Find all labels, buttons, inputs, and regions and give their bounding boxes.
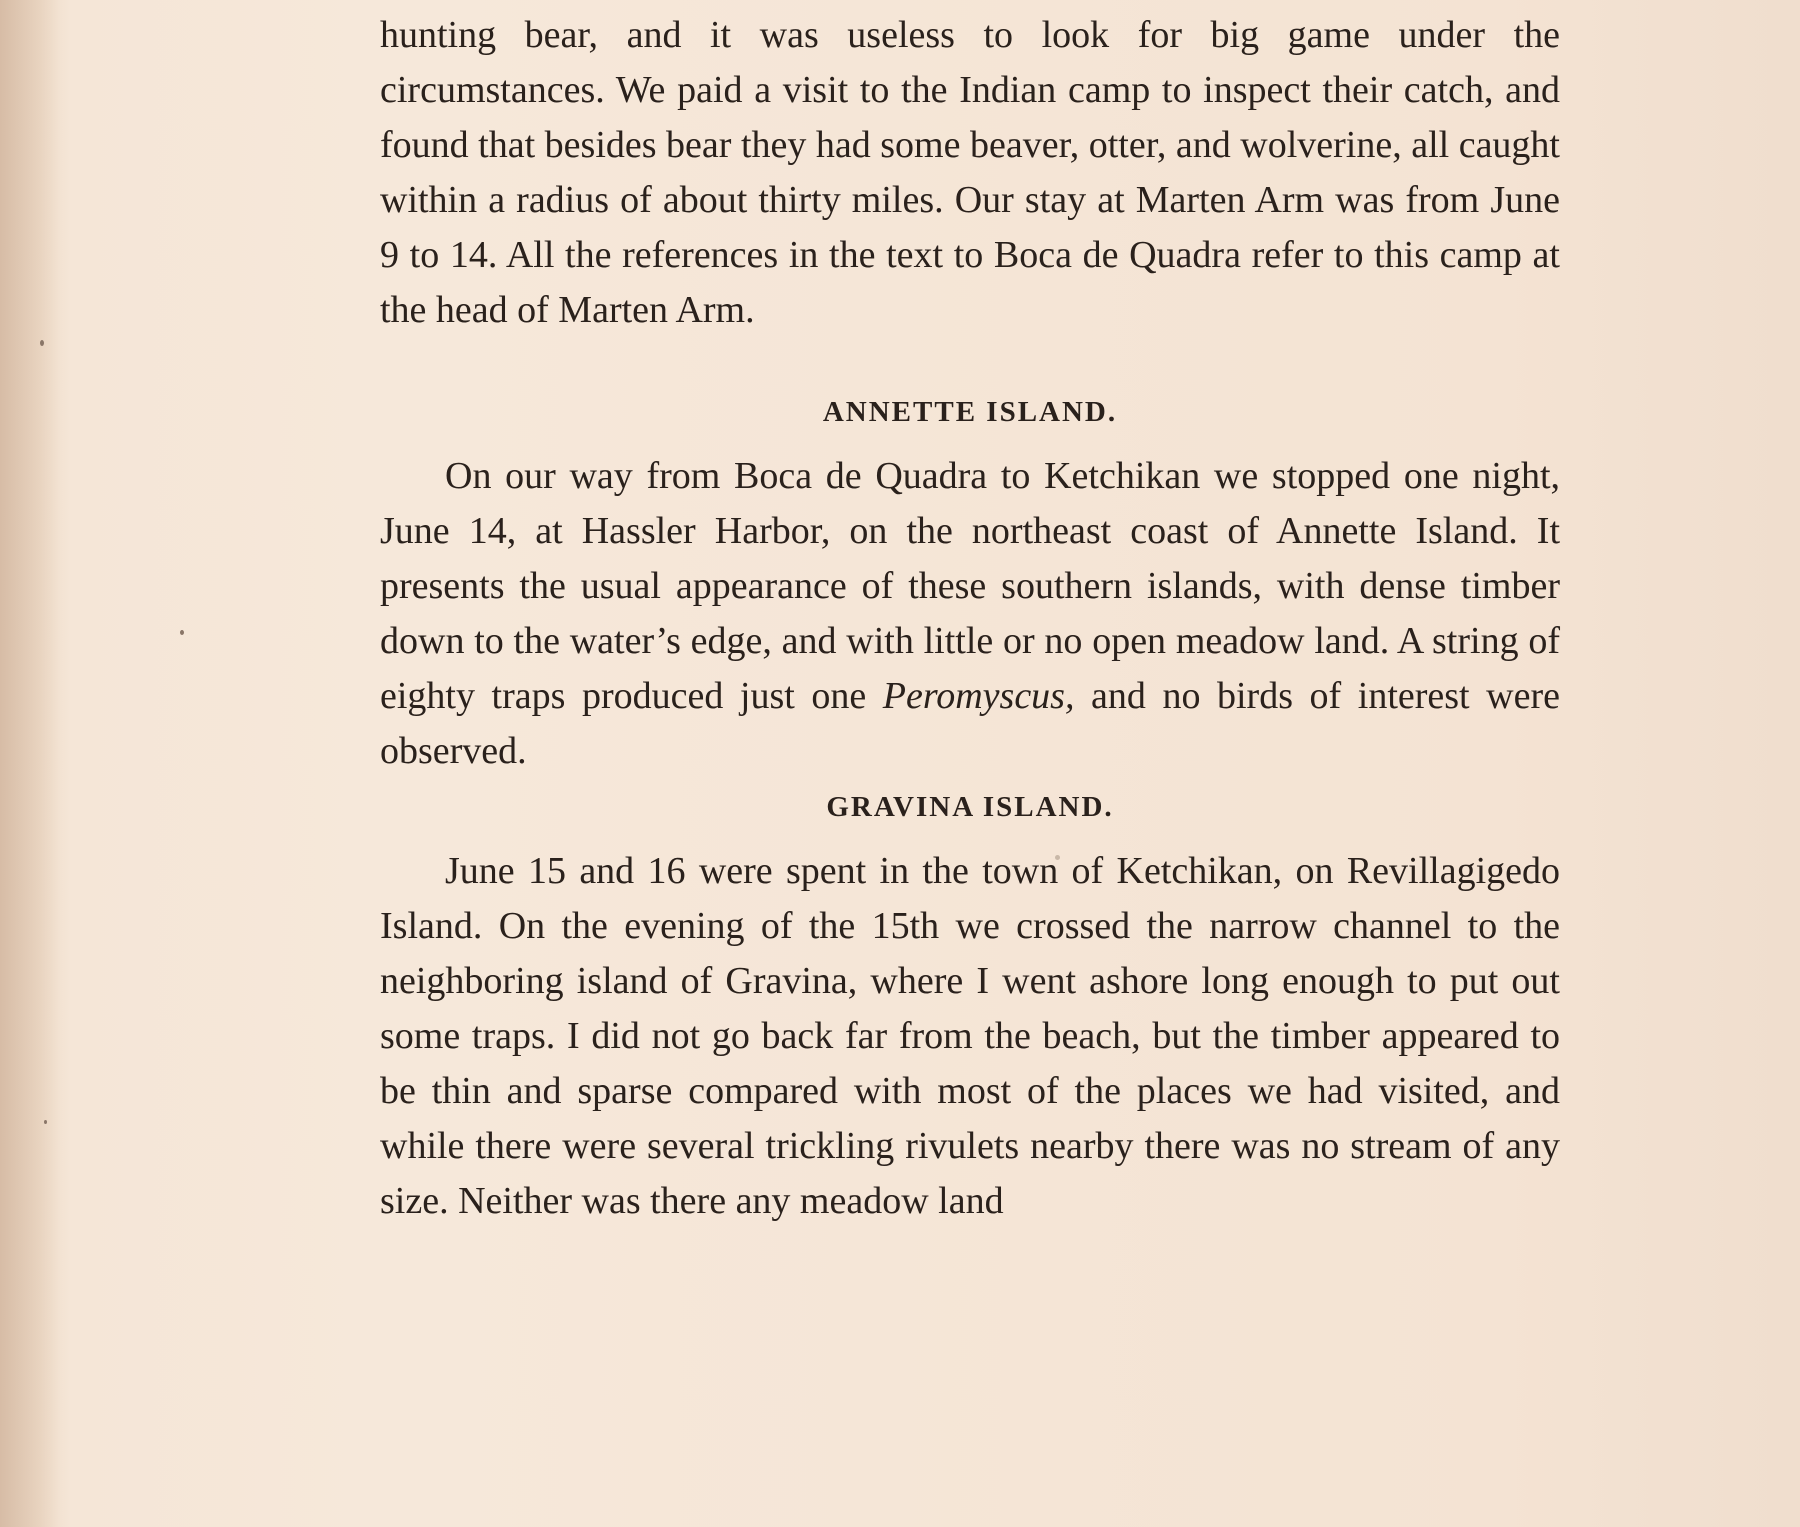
paper-speck	[44, 1120, 47, 1124]
paragraph-marten-arm: hunting bear, and it was useless to look for big game under the circumstances. We paid a visit to the Indian camp to inspect their catch, and found that besides bear they had some beaver, otter, and wolverine, all caught within a radius of about thirty miles. Our stay at Marten Arm was from June 9 to 14. All the references in the text to Boca de Quadra refer to this camp at the head of Marten Arm.	[380, 14, 1560, 331]
gutter-shadow	[0, 0, 60, 1527]
paper-speck	[180, 630, 184, 635]
paragraph-annette-island	[380, 449, 1560, 779]
paragraph-annette-text-end: and no birds of interest were observed.	[380, 675, 1560, 772]
species-name-peromyscus: Peromyscus,	[882, 675, 1075, 717]
text-column	[380, 0, 1560, 1229]
paragraph-gravina-island: June 15 and 16 were spent in the town of Ketchikan, on Revillagigedo Island. On the evening of the 15th we crossed the narrow channel to the neighboring island of Gravina, where I went ashore long enough to put out some traps. I did not go back far from the beach, but the timber appeared to be thin and sparse compared with most of the places we had visited, and while there were several trickling rivulets nearby there was no stream of any size. Neither was there any meadow land	[380, 850, 1560, 1222]
paper-speck	[40, 340, 44, 346]
heading-gravina-island: GRAVINA ISLAND.	[826, 791, 1114, 823]
heading-annette-island: ANNETTE ISLAND.	[822, 396, 1118, 428]
paragraph-annette-text-start: On our way from Boca de Quadra to Ketchikan we stopped one night, June 14, at Hassler Harbor, on the northeast coast of Annette Island. It presents the usual appearance of these southern islands, with dense timber down to the water’s edge, and with little or no open meadow land. A string of eighty traps produced just one	[380, 455, 1560, 717]
